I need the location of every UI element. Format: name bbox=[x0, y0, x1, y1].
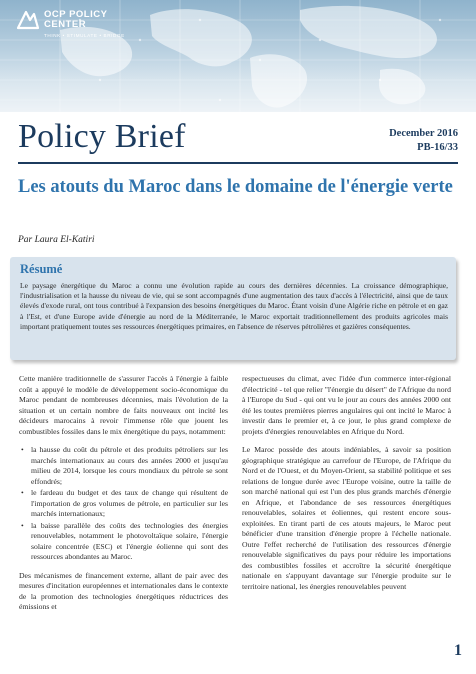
publication-date: December 2016 bbox=[389, 128, 458, 139]
bullet-list bbox=[19, 445, 228, 563]
publication-code: PB-16/33 bbox=[417, 142, 458, 153]
body-column-left bbox=[19, 374, 228, 621]
body-paragraph: Le Maroc possède des atouts indéniables, à savoir sa position géographique stratégique au carrefour de l'Europe, de l'Afrique du Nord et de l'Ouest, et du Moyen-Orient, sa stabilité politique et ses relations de longue durée avec l'Europe voisine, outre la taille de son marché national qui est l'un des plus grands marchés d'énergie en Afrique, et l'abondance de ses ressources énergétiques renouvelables, solaires et éoliennes, qui restent encore sous-exploitées. En tirant parti de ces atouts majeurs, le Maroc peut bénéficier d'une transition d'énergie propre à l'échelle nationale. Outre l'effet recherché de l'utilisation des ressources d'énergie renouvelable significatives du pays pour réduire les importations des combustibles fossiles et accroître la sécurité énergétique nationale en s'appuyant davantage sur l'énergie produite sur le territoire national, les énergies renouvelables peuvent bbox=[242, 445, 451, 591]
document-title: Les atouts du Maroc dans le domaine de l'énergie verte bbox=[18, 177, 453, 197]
logo-tagline: THINK • STIMULATE • BRIDGE bbox=[44, 33, 125, 38]
document-type-label: Policy Brief bbox=[18, 118, 186, 155]
summary-heading: Résumé bbox=[20, 262, 63, 276]
bullet-item: • la hausse du coût du pétrole et des produits pétroliers sur les marchés internationaux au cours des années 2000 et jusqu'au milieu de 2014, lorsque les cours mondiaux du pétrole se sont effondrés; bbox=[19, 445, 228, 487]
header-banner bbox=[0, 0, 476, 112]
body-column-right bbox=[242, 374, 451, 600]
bullet-item: • le fardeau du budget et des taux de change qui résultent de l'importation de gros volumes de pétrole, en particulier sur les marchés internationaux; bbox=[19, 488, 228, 520]
body-paragraph: Cette manière traditionnelle de s'assurer l'accès à l'énergie à faible coût a appuyé le modèle de développement socio-économique du Maroc pendant de nombreuses décennies, mais l'évolution de la situation et un certain nombre de faits nouveaux ont incité les décideurs marocains à revoir l'immense rôle que jouent les combustibles fossiles dans le mix énergétique du pays, notamment: bbox=[19, 374, 228, 436]
ocp-logo bbox=[14, 8, 132, 48]
summary-text: Le paysage énergétique du Maroc a connu une évolution rapide au cours des dernières décennies. La croissance démographique, l'industrialisation et la hausse du niveau de vie, qui se sont accompagnés d'une augmentation des taux d'accès à l'électricité, ainsi que de taux élevés d'exode rural, ont tous contribué à l'expansion des besoins énergétiques du Maroc. Étant voisin d'une Algérie riche en pétrole et en gaz à l'Est, et d'une Europe avide d'énergie au nord de la Méditerranée, le Maroc exportait traditionnellement des produits agricoles mais important pratiquement toutes ses ressources énergétiques primaires, en l'absence de réserves pétrolières et gazières conséquentes. bbox=[20, 281, 448, 331]
author-line: Par Laura El-Katiri bbox=[18, 235, 95, 245]
page-number: 1 bbox=[454, 642, 462, 659]
header-divider bbox=[18, 162, 458, 164]
logo-mark-icon bbox=[14, 8, 40, 32]
body-paragraph: Des mécanismes de financement externe, allant de pair avec des mesures d'incitation européennes et internationales dans le contexte de la promotion des technologies énergétiques réductrices des émissions et bbox=[19, 570, 228, 611]
logo-text-ocp-policy: OCP POLICY bbox=[44, 9, 108, 20]
bullet-item: • la baisse parallèle des coûts des technologies des énergies renouvelables, notamment le photovoltaïque solaire, l'énergie solaire concentrée (ESC) et l'énergie éolienne qui sont des ressources abondantes au Maroc. bbox=[19, 521, 228, 563]
summary-box bbox=[10, 257, 456, 360]
body-paragraph: respectueuses du climat, avec l'idée d'un commerce inter-régional d'électricité - tel que relier "l'énergie du désert" de l'Afrique du nord à l'Europe du Sud - qui ont vu le jour au cours des années 2000 ont été les toutes premières pierres angulaires qui ont incité le Maroc à investir dans le premier et, à ce jour, le plus grand complexe de projets d'énergies renouvelables en Afrique du Nord. bbox=[242, 374, 452, 436]
logo-text-center: CENTER bbox=[44, 19, 87, 30]
